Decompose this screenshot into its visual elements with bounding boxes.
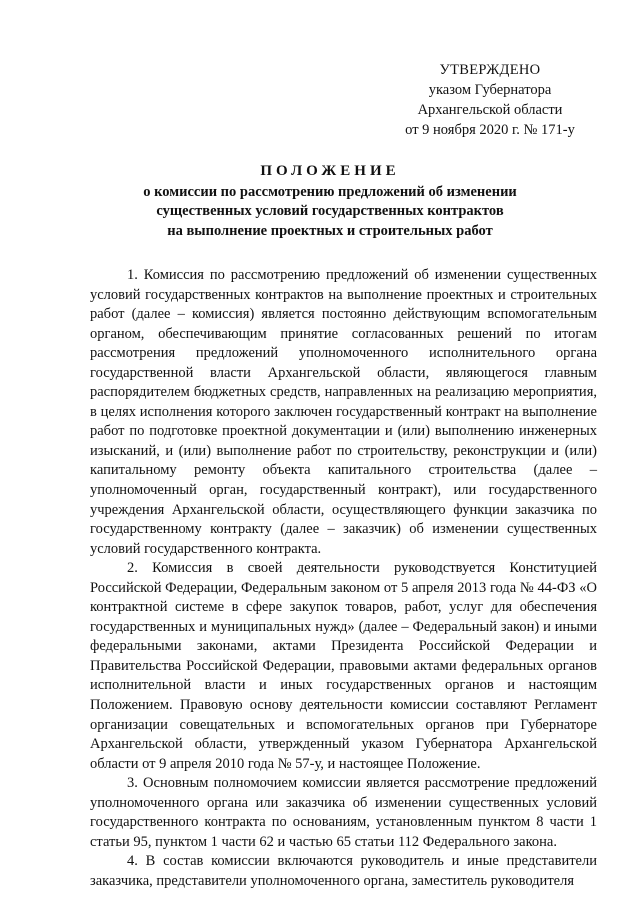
approval-stamp — [380, 60, 600, 140]
document-title-block — [60, 162, 600, 241]
document-body — [90, 266, 597, 892]
approval-title: УТВЕРЖДЕНО — [439, 62, 541, 78]
approval-line-decree: указом Губернатора — [428, 82, 552, 98]
approval-line-date: от 9 ноября 2020 г. № 171-у — [405, 122, 575, 138]
document-subtitle-line-2: существенных условий государственных контрактов — [156, 203, 504, 219]
paragraph-1: 1. Комиссия по рассмотрению предложений об изменении существенных условий государственных контрактов на выполнение проектных и строительных работ (далее – комиссия) является постоянно действующим вспомогательным органом, обеспечивающим принятие согласованных решений по итогам рассмотрения предложений уполномоченного исполнительного органа государственной власти Архангельской области, являющегося главным распорядителем бюджетных средств, направленных на реализацию мероприятия, в целях исполнения которого заключен государственный контракт на выполнение работ по подготовке проектной документации и (или) выполнению инженерных изысканий, и (или) выполнение работ по строительству, реконструкции и (или) капитальному ремонту объекта капитального строительства (далее – уполномоченный орган, государственный контракт), или государственного учреждения Архангельской области, осуществляющего функции заказчика по государственному контракту (далее – заказчик) об изменении существенных условий государственного контракта. — [90, 267, 597, 557]
document-subtitle-line-3: на выполнение проектных и строительных работ — [167, 222, 493, 239]
paragraph-4: 4. В состав комиссии включаются руководитель и иные представители заказчика, представители уполномоченного органа, заместитель руководителя — [90, 853, 597, 889]
paragraph-2: 2. Комиссия в своей деятельности руководствуется Конституцией Российской Федерации, Федеральным законом от 5 апреля 2013 года № 44-ФЗ «О контрактной системе в сфере закупок товаров, работ, услуг для обеспечения государственных и муниципальных нужд» (далее – Федеральный закон) и иными федеральными законами, актами Президента Российской Федерации и Правительства Российской Федерации, правовыми актами федеральных органов исполнительной власти и иных государственных органов и настоящим Положением. Правовую основу деятельности комиссии составляют Регламент организации совещательных и вспомогательных органов при Губернаторе Архангельской области, утвержденный указом Губернатора Архангельской области от 9 апреля 2010 года № 57-у, и настоящее Положение. — [90, 560, 597, 772]
document-heading: ПОЛОЖЕНИЕ — [260, 163, 400, 179]
approval-line-region: Архангельской области — [417, 102, 563, 118]
paragraph-3: 3. Основным полномочием комиссии является рассмотрение предложений уполномоченного органа или заказчика об изменении существенных условий государственного контракта по основаниям, установленным пунктом 8 части 1 статьи 95, пунктом 1 части 62 и частью 65 статьи 112 Федерального закона. — [90, 775, 597, 850]
document-subtitle-line-1: о комиссии по рассмотрению предложений об изменении — [143, 183, 517, 200]
